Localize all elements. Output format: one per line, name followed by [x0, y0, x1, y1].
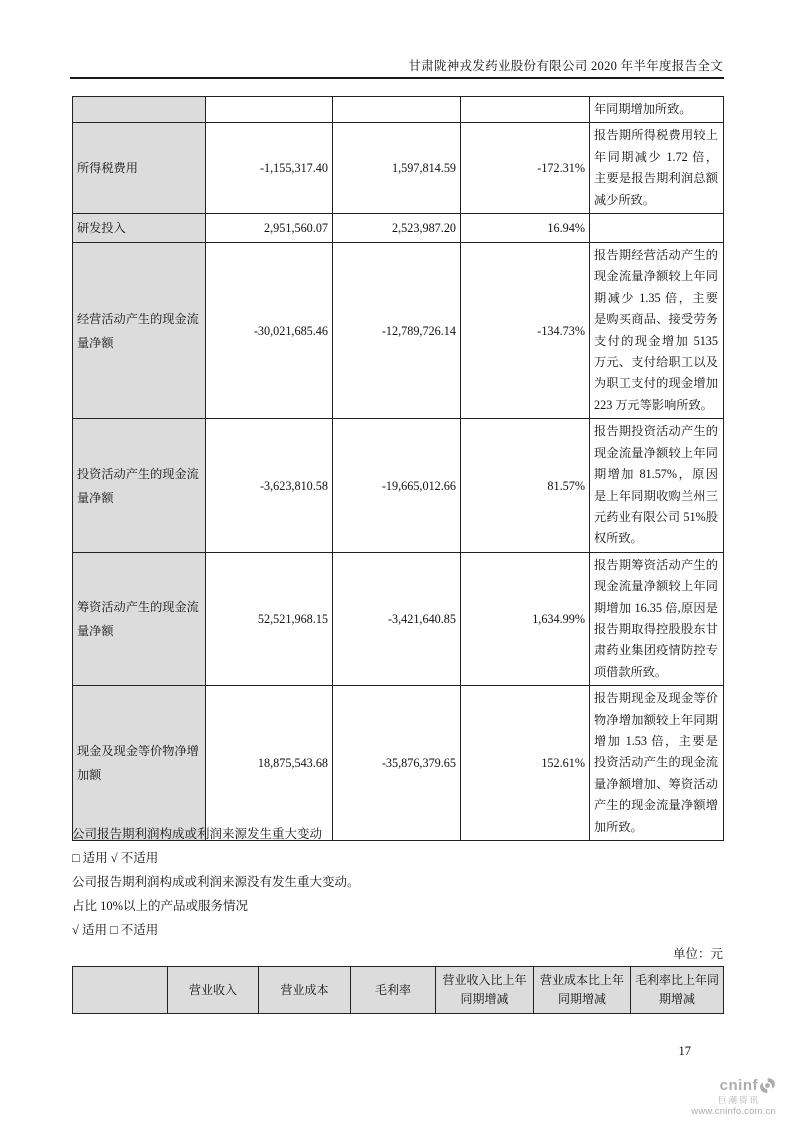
- reason-cell: [590, 214, 724, 243]
- logo-url: www.cninfo.com.cn: [691, 1105, 776, 1117]
- current-amount-cell: -3,623,810.58: [206, 419, 333, 552]
- change-pct-cell: -172.31%: [461, 123, 590, 214]
- logo-chinese-name: 巨潮资讯: [717, 1095, 760, 1105]
- table-row: [73, 97, 724, 123]
- prior-amount-cell: 2,523,987.20: [333, 214, 461, 243]
- applicability-line-profit: □ 适用 √ 不适用: [72, 851, 159, 865]
- item-cell: 投资活动产生的现金流量净额: [73, 419, 206, 552]
- table-row: [73, 123, 724, 214]
- item-cell: 经营活动产生的现金流量净额: [73, 243, 206, 419]
- cninfo-logo: [691, 1077, 776, 1116]
- current-amount-cell: 18,875,543.68: [206, 686, 333, 841]
- current-amount-cell: 52,521,968.15: [206, 552, 333, 685]
- item-cell: 研发投入: [73, 214, 206, 243]
- header-cell-empty: [73, 967, 168, 1014]
- current-amount-cell: 2,951,560.07: [206, 214, 333, 243]
- change-pct-cell: 16.94%: [461, 214, 590, 243]
- reason-cell: 报告期经营活动产生的现金流量净额较上年同期减少 1.35 倍，主要是购买商品、接受劳务支付的现金增加 5135 万元、支付给职工以及为职工支付的现金增加 223 万元等影响所致。: [590, 243, 724, 419]
- products-table-header: [72, 966, 724, 1014]
- header-cell-gross-margin: 毛利率: [351, 967, 436, 1014]
- table-row: [73, 686, 724, 841]
- header-cell-revenue: 营业收入: [168, 967, 259, 1014]
- prior-amount-cell: -35,876,379.65: [333, 686, 461, 841]
- profit-change-statement: 公司报告期利润构成或利润来源没有发生重大变动。: [72, 875, 360, 889]
- item-cell: 筹资活动产生的现金流量净额: [73, 552, 206, 685]
- reason-cell: 年同期增加所致。: [590, 97, 724, 123]
- header-cell-cost: 营业成本: [259, 967, 351, 1014]
- change-pct-cell: 152.61%: [461, 686, 590, 841]
- change-pct-cell: 81.57%: [461, 419, 590, 552]
- reason-cell: 报告期所得税费用较上年同期减少 1.72 倍，主要是报告期利润总额减少所致。: [590, 123, 724, 214]
- header-cell-margin-yoy: 毛利率比上年同期增减: [631, 967, 724, 1014]
- table-row: [73, 419, 724, 552]
- reason-cell: 报告期投资活动产生的现金流量净额较上年同期增加 81.57%，原因是上年同期收购兰州三元药业有限公司 51%股权所致。: [590, 419, 724, 552]
- header-cell-cost-yoy: 营业成本比上年同期增减: [534, 967, 631, 1014]
- item-cell: 现金及现金等价物净增加额: [73, 686, 206, 841]
- reason-cell: 报告期筹资活动产生的现金流量净额较上年同期增加 16.35 倍,原因是报告期取得控股股东甘肃药业集团疫情防控专项借款所致。: [590, 552, 724, 685]
- header-divider: [70, 77, 724, 79]
- logo-brand-row: [720, 1077, 776, 1094]
- current-amount-cell: [206, 97, 333, 123]
- table-header-row: [73, 967, 724, 1014]
- change-pct-cell: [461, 97, 590, 123]
- body-text-block: [72, 822, 723, 966]
- prior-amount-cell: -19,665,012.66: [333, 419, 461, 552]
- applicability-line-products: √ 适用 □ 不适用: [72, 923, 159, 937]
- logo-brand-text: cninf: [719, 1077, 758, 1094]
- products-over-10pct-heading: 占比 10%以上的产品或服务情况: [72, 899, 249, 913]
- unit-label: 单位：元: [672, 947, 723, 961]
- change-pct-cell: 1,634.99%: [461, 552, 590, 685]
- prior-amount-cell: -3,421,640.85: [333, 552, 461, 685]
- page-number: 17: [678, 1044, 691, 1058]
- page-header-title: 甘肃陇神戎发药业股份有限公司 2020 年半年度报告全文: [408, 59, 723, 73]
- profit-change-heading: 公司报告期利润构成或利润来源发生重大变动: [72, 827, 323, 841]
- prior-amount-cell: 1,597,814.59: [333, 123, 461, 214]
- header-cell-revenue-yoy: 营业收入比上年同期增减: [436, 967, 534, 1014]
- reason-cell: 报告期现金及现金等价物净增加额较上年同期增加 1.53 倍，主要是投资活动产生的现金流量净额增加、筹资活动产生的现金流量净额增加所致。: [590, 686, 724, 841]
- change-pct-cell: -134.73%: [461, 243, 590, 419]
- prior-amount-cell: -12,789,726.14: [333, 243, 461, 419]
- current-amount-cell: -30,021,685.46: [206, 243, 333, 419]
- current-amount-cell: -1,155,317.40: [206, 123, 333, 214]
- item-cell: 所得税费用: [73, 123, 206, 214]
- item-cell: [73, 97, 206, 123]
- financial-changes-table: [72, 96, 724, 841]
- table-row: [73, 552, 724, 685]
- prior-amount-cell: [333, 97, 461, 123]
- table-row: [73, 214, 724, 243]
- table-row: [73, 243, 724, 419]
- swirl-icon: [759, 1077, 776, 1094]
